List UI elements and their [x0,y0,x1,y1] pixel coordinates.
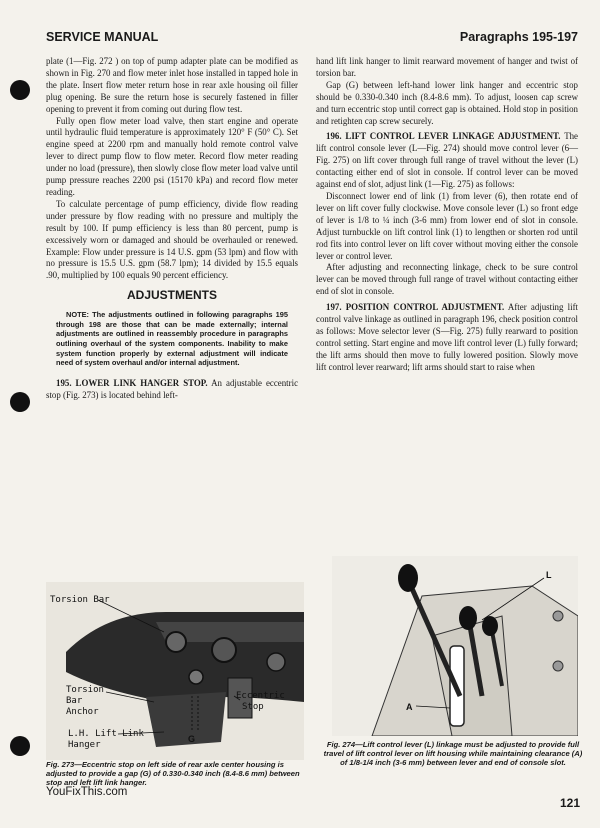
paragraph: Disconnect lower end of link (1) from lever (6), then rotate end of lever on lift cover fully clockwise. Move console lever (L) so front edge of lever is 1/8 to ¼ inch (3-6 mm) from lower end of slot in console. Adjust turnbuckle on lift control link (1) to lengthen or shorten rod until rod fits into control lever on lift cover without moving either the console lever or control lever. [316,190,578,261]
paragraph: Gap (G) between left-hand lower link hanger and eccentric stop should be 0.330-0.340 inch (8.4-8.6 mm). To adjust, loosen cap screw and turn eccentric stop until correct gap is obtained. Hold stop in position and retighten cap screw securely. [316,79,578,126]
binder-hole [10,392,30,412]
paragraph: Fully open flow meter load valve, then start engine and operate until hydraulic fluid temperature is approximately 120° F (50° C). Set engine speed at 2200 rpm and manually hold remote control valve lever to direct pump flow to flow meter. Record flow meter reading under no load (pressure), then slowly close flow meter load valve until pump pressure reaches 2200 psi (15170 kPa) and record flow meter reading. [46,115,298,197]
section-195 [46,378,298,402]
figure-274-caption: Fig. 274—Lift control lever (L) linkage must be adjusted to provide full travel of lift control lever on lift housing while maintaining clearance (A) of 1/8-1/4 inch (3-6 mm) between lever and end of console slot. [323,740,583,768]
binder-hole [10,80,30,100]
paragraph: After adjusting and reconnecting linkage, check to be sure control lever can be moved through full range of travel without contacting either end of slot in console. [316,262,578,297]
page-number: 121 [559,796,580,810]
section-title: 195. LOWER LINK HANGER STOP. [56,377,208,388]
section-heading-adjustments: ADJUSTMENTS [126,288,217,303]
right-text-column [316,56,578,374]
label-gap-g: G [188,734,196,744]
section-text: An adjustable eccentric stop (Fig. 273) is located behind left- [46,377,299,400]
label-eccentric-stop: Eccentric [236,691,285,701]
note-block: NOTE: The adjustments outlined in following paragraphs 195 through 198 are those that can be made externally; internal adjustments are outlined in reassembly procedure in paragraphs outlining overhaul of the system components. Inability to make system function properly by external adjustment will indicate need of system overhaul and/or internal adjustment. [56,310,288,368]
running-header-paragraphs: Paragraphs 195-197 [459,30,578,44]
section-197 [316,302,578,373]
label-torsion-bar-anchor: Anchor [66,707,99,717]
section-text: After adjusting lift control valve linkage as outlined in paragraph 196, check position control as follows: Move selector lever (S—Fig. 275) fully rearward to position control setting. Start engine and move lift control lever (L) fully forward; the lift arms should then move to fully lowered position. Slowly move lift control lever rearward; lift arms should start to raise when [316,302,578,372]
paragraph: plate (1—Fig. 272 ) on top of pump adapter plate can be modified as shown in Fig. 270 and flow meter inlet hose installed in tapped hole in the plate. Insert flow meter return hose in rear axle housing oil filler plug opening. Be sure the return hose is securely fastened in filler opening to prevent it from coming out during flow test. [46,56,298,114]
section-title: 197. POSITION CONTROL ADJUSTMENT. [326,302,505,313]
paragraph: hand lift link hanger to limit rearward movement of hanger and twist of torsion bar. [316,56,578,78]
figure-274-lift-control-lever [332,556,578,736]
section-text: The lift control console lever (L—Fig. 274) should move control lever (6—Fig. 275) on lift cover through full range of travel without the lever (L) contacting either end of slot in console. If control lever can be moved against end of slot, adjust link (1—Fig. 275) as follows: [316,131,578,190]
label-l-lever: L [546,570,552,580]
section-196 [316,131,578,191]
footer-site: YouFixThis.com [46,786,128,798]
label-torsion-bar-anchor: Torsion [66,685,104,695]
label-lift-link-hanger: Hanger [68,740,101,750]
binder-hole [10,736,30,756]
left-text-column [46,56,298,402]
label-eccentric-stop: Stop [242,702,264,712]
paragraph: To calculate percentage of pump efficiency, divide flow reading under pressure by flow reading with no pressure and multiply the result by 100. If pump efficiency is less than 80 percent, pump is excessively worn or damaged and should be overhauled or renewed. Example: Flow under pressure is 14 U.S. gpm (53 lpm) and flow with no pressure is 15.5 U.S. gpm (58.7 lpm); 14 divided by 15.5 equals .90, multiplied by 100 equals 90 percent efficiency. [46,198,298,281]
label-a-clearance: A [406,702,413,712]
label-torsion-bar-anchor: Bar [66,696,83,706]
running-header-title: SERVICE MANUAL [46,30,159,44]
section-title: 196. LIFT CONTROL LEVER LINKAGE ADJUSTMENT. [326,131,561,142]
label-torsion-bar: Torsion Bar [50,595,110,605]
figure-273-caption: Fig. 273—Eccentric stop on left side of rear axle center housing is adjusted to provide a gap (G) of 0.330-0.340 inch (8.4-8.6 mm) between stop and left lift link hanger. [46,760,300,788]
figure-273-eccentric-stop [46,582,304,760]
label-lift-link-hanger: L.H. Lift Link [68,729,144,739]
